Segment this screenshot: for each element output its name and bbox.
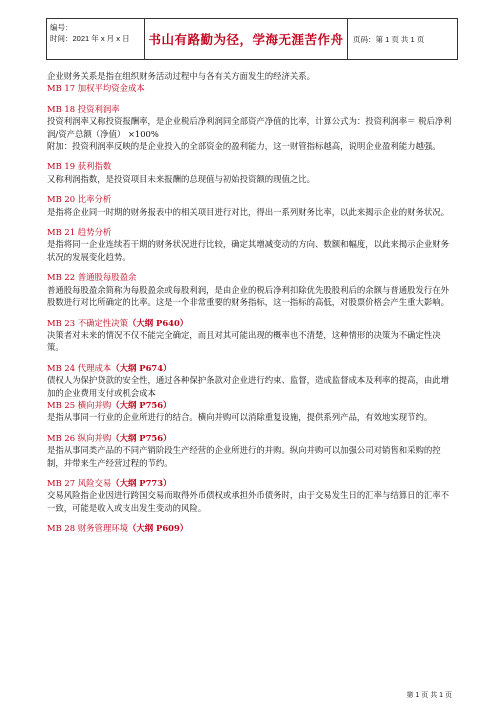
entry-title: 比率分析	[77, 194, 112, 205]
entry-text: 是指将企业同一时期的财务报表中的相关项目进行对比，得出一系列财务比率，以此来揭示企业的财务状况。	[47, 206, 449, 217]
entry-note: （大纲 P674）	[111, 362, 172, 373]
entry-text: 是指从事同类产品的不同产销阶段生产经营的企业所进行的并购。纵向并购可以加强公司对销售和采购的控制，并带来生产经营过程的节约。	[47, 445, 441, 468]
entry-title: 横向并购	[77, 399, 112, 410]
entry-heading	[47, 399, 455, 411]
entry-heading	[47, 317, 455, 329]
entry-heading	[47, 82, 455, 94]
intro-line: 企业财务关系是指在组织财务活动过程中与各有关方面发生的经济关系。	[47, 71, 315, 81]
entry-code: MB 27	[47, 477, 76, 488]
entry-title: 纵向并购	[77, 432, 112, 443]
entry-text: 投资利润率又称投资报酬率，是企业税后净利润同全部资产净值的比率，计算公式为：投资利润率＝ 税后净利润/资产总额（净值） ×100%	[47, 116, 452, 139]
entry-heading	[47, 362, 455, 374]
entry-heading	[47, 103, 455, 115]
header-page-info: 页码：第 1 页 共 1 页	[353, 34, 425, 44]
page-footer: 第 1 页 共 1 页	[406, 692, 452, 699]
document-body	[47, 70, 455, 535]
entry-title: 代理成本	[77, 362, 112, 373]
entry-text: 附加：投资利润率反映的是企业投入的全部资金的盈利能力，这一财管指标越高，说明企业盈利能力越强。	[47, 141, 441, 152]
entry-note: （大纲 P609）	[127, 523, 189, 534]
entry-text: 是指将同一企业连续若干期的财务状况进行比较，确定其增减变动的方向、数额和幅度，以此来揭示企业财务状况的发展变化趋势。	[47, 239, 449, 262]
entry-heading	[47, 522, 455, 534]
entry-title: 获利指数	[77, 161, 112, 172]
entry-text: 决策者对未来的情况不仅不能完全确定，而且对其可能出现的概率也不清楚，这种情形的决策为不确定性决策。	[47, 329, 441, 353]
entry-title: 不确定性决策	[77, 317, 128, 328]
entry-code: MB 21	[47, 227, 76, 238]
entry-note: （大纲 P640）	[127, 317, 189, 328]
entry-code: MB 28	[47, 523, 76, 534]
entry-text: 交易风险指企业因进行跨国交易而取得外币债权或承担外币债务时，由于交易发生日的汇率与结算日的汇率不一致，可能是收入或支出发生变动的风险。	[47, 490, 449, 513]
entry-code: MB 18	[47, 103, 76, 114]
entry-text: 又称利润指数，是投资项目未来报酬的总现值与初始投资额的现值之比。	[47, 173, 315, 184]
entry-code: MB 17	[47, 83, 76, 94]
entry-text: 普通股每股盈余简称为每股盈余或每股利润，是由企业的税后净利扣除优先股股利后的余额与普通股发行在外股数进行对比所确定的比率。这是一个非常重要的财务指标，这一指标的高低，对股票价格会产生重大影响。	[47, 284, 449, 308]
entry-title: 加权平均资金成本	[77, 83, 145, 94]
entry-note: （大纲 P756）	[111, 432, 172, 443]
entry-title: 财务管理环境	[77, 523, 128, 534]
entry-heading	[47, 432, 455, 444]
entry-code: MB 26	[47, 432, 76, 443]
entry-code: MB 19	[47, 161, 76, 172]
entry-heading	[47, 226, 455, 238]
header-motto: 书山有路勤为径，学海无涯苦作舟	[145, 19, 348, 59]
entry-text: 是指从事同一行业的企业所进行的结合。横向并购可以消除重复设施，提供系列产品，有效地实现节约。	[47, 412, 433, 423]
entry-title: 风险交易	[77, 477, 112, 488]
header-meta	[47, 19, 145, 59]
entry-title: 普通股每股盈余	[77, 272, 137, 283]
entry-code: MB 24	[47, 362, 76, 373]
entry-title: 投资利润率	[77, 103, 120, 114]
entry-note: （大纲 P756）	[111, 399, 172, 410]
entry-heading	[47, 160, 455, 172]
entry-heading	[47, 271, 455, 283]
entry-text: 债权人为保护贷款的安全性，通过各种保护条款对企业进行约束、监督，造成监督成本及利率的提高，由此增加的企业费用支付或机会成本	[47, 375, 449, 398]
entry-code: MB 20	[47, 194, 76, 205]
entry-title: 趋势分析	[77, 227, 112, 238]
entry-code: MB 25	[47, 399, 76, 410]
entry-code: MB 23	[47, 317, 76, 328]
entry-code: MB 22	[47, 272, 76, 283]
entry-heading	[47, 193, 455, 205]
entry-heading	[47, 477, 455, 489]
header-time-label: 时间：2021 年 x 月 x 日	[50, 34, 130, 43]
page-header	[46, 18, 458, 60]
header-number-label: 编号：	[50, 23, 73, 32]
entry-note: （大纲 P773）	[111, 477, 172, 488]
